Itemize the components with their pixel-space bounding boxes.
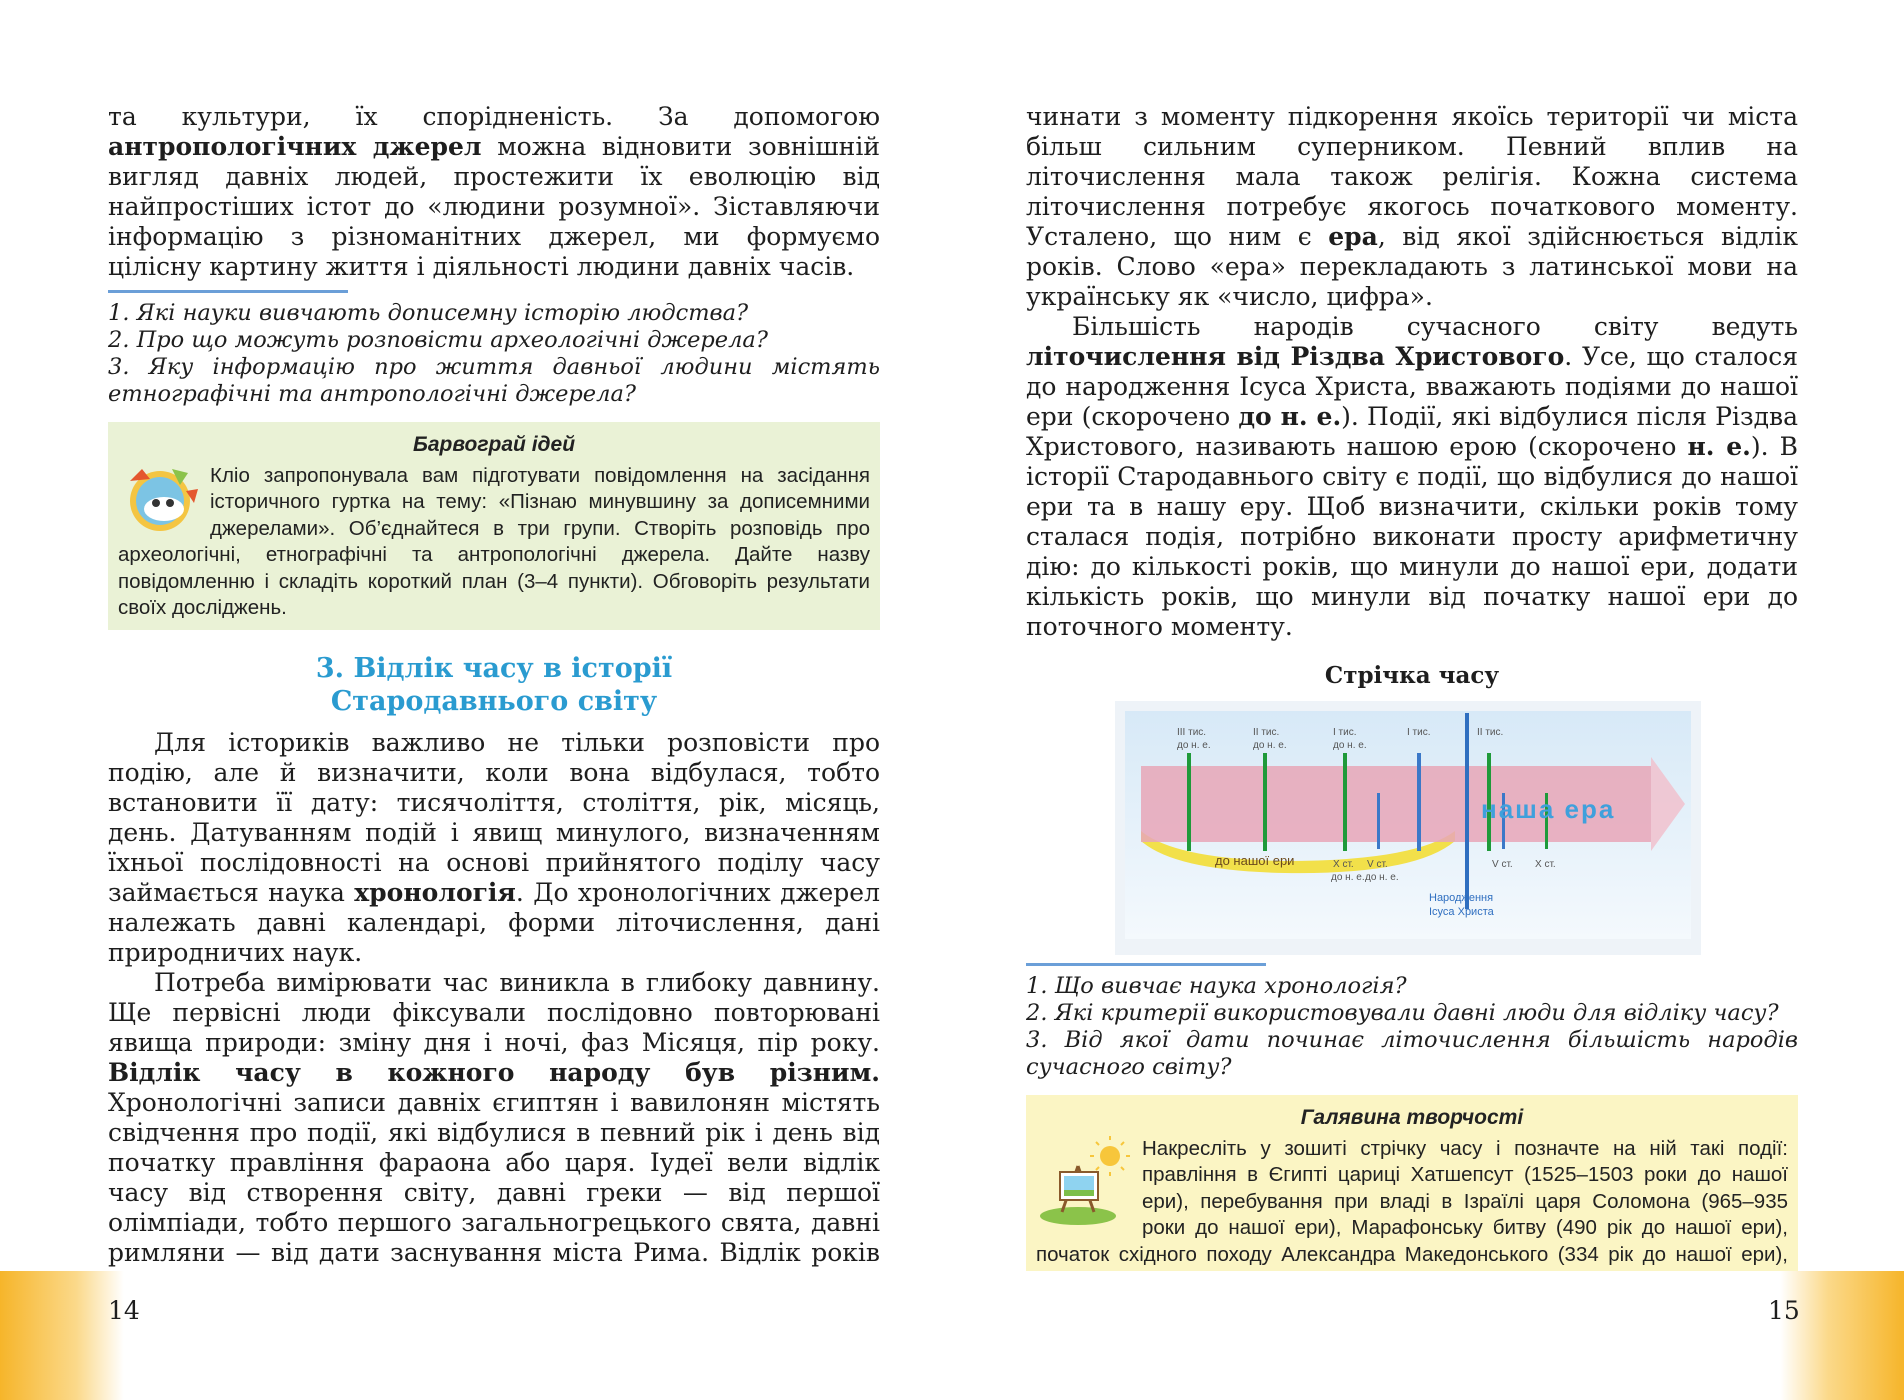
era-label: наша ера <box>1481 794 1616 824</box>
timeline-top-label: ІІ тис. <box>1253 727 1280 738</box>
question-item: 1. Що вивчає наука хронологія? <box>1026 973 1407 999</box>
timeline-tick-small <box>1377 793 1380 849</box>
question-item: 2. Які критерії використовували давні люди для відліку часу? <box>1026 1000 1779 1026</box>
text-run: , від якої здійснюється відлік років. Слово «ера» перекладають з латинської мови на українську як «число, цифра». <box>1026 222 1798 311</box>
footer-band-left <box>0 1271 952 1400</box>
text-run: можна відновити зовнішній вигляд давніх людей, простежити їх еволюцію від найпростіших істот до «людини розумної». Зіставляючи інформацію з різноманітних джерел, ми формуємо цілісну картину життя і діяльності людини давніх часів. <box>108 132 880 281</box>
timeline-bottom-label: Х ст. <box>1333 859 1354 870</box>
right-paragraph-2 <box>1026 312 1798 642</box>
timeline-figure <box>1115 701 1701 955</box>
ideas-box-title: Барвограй ідей <box>412 433 576 456</box>
text-run: Для істориків важливо не тільки розповісти про подію, але й визначити, коли вона відбулася, тобто встановити її дату: тисячоліття, століття, рік, місяць, день. Датуванням подій і явищ минулого, визначенням їхньої послідовності на основі прийнятого поділу часу займається наука <box>108 727 880 907</box>
left-page <box>108 102 880 1298</box>
timeline-top-label-sub: до н. е. <box>1253 740 1287 751</box>
left-paragraph-1 <box>108 102 880 282</box>
timeline-tick-small <box>1343 793 1346 849</box>
bold-term: Відлік часу в кожного народу був різним. <box>108 1057 880 1087</box>
timeline-top-label: І тис. <box>1407 727 1431 738</box>
question-item: 3. Від якої дати починає літочислення більшість народів сучасного світу? <box>1026 1027 1798 1080</box>
page-number-left: 14 <box>108 1296 140 1325</box>
left-paragraph-3 <box>108 968 880 1298</box>
ideas-box-text: Кліо запропонувала вам підготувати повідомлення на засідання історичного гуртка на тему: «Пізнаю минувшину за дописемними джерелами». Об’єднайтеся в три групи. Створіть розповідь про археологічні, етнографічні та антропологічні джерела. Дайте назву повідомленню і складіть короткий план (3–4 пункти). Обговоріть результати своїх досліджень. <box>118 463 870 619</box>
right-page <box>1026 102 1798 1303</box>
page-number-right: 15 <box>1768 1296 1800 1325</box>
timeline-top-label-sub: до н. е. <box>1177 740 1211 751</box>
bold-term: н. е. <box>1687 432 1751 461</box>
left-questions <box>108 300 880 408</box>
questions-divider <box>1026 963 1266 966</box>
text-run: Потреба вимірювати час виникла в глибоку давнину. Ще первісні люди фіксували послідовно повторювані явища природи: зміну дня і ночі, фаз Місяця, пір року. <box>108 967 880 1057</box>
text-run: та культури, їх спорідненість. За допомогою <box>108 102 880 131</box>
timeline-bottom-label: V ст. <box>1492 859 1513 870</box>
text-run: ). В історії Стародавнього світу є події, що відбулися до нашої ери та в нашу еру. Щоб визначити, скільки років тому сталася подія, потрібно виконати просту арифметичну дію: до кількості років, що минули до нашої ери, додати кількість років, що минули від початку нашої ери до поточного моменту. <box>1026 432 1798 641</box>
timeline-top-label: І тис. <box>1333 727 1357 738</box>
timeline-bottom-label-sub: до н. е. <box>1365 872 1399 883</box>
section-title-line-1: 3. Відлік часу в історії <box>315 652 673 684</box>
questions-divider <box>108 290 348 293</box>
left-paragraph-2 <box>108 728 880 968</box>
footer-band-right <box>952 1271 1904 1400</box>
timeline-top-label: ІІІ тис. <box>1177 727 1207 738</box>
before-era-label: до нашої ери <box>1215 853 1295 868</box>
timeline-tick <box>1187 753 1191 851</box>
section-title-line-2: Стародавнього світу <box>330 685 658 717</box>
question-item: 3. Яку інформацію про життя давньої людини містять етнографічні та антропологічні джерела? <box>108 354 880 407</box>
timeline-top-label: ІІ тис. <box>1477 727 1504 738</box>
section-title <box>108 652 880 718</box>
right-paragraph-1 <box>1026 102 1798 312</box>
timeline-tick <box>1417 753 1421 851</box>
text-run: Більшість народів сучасного світу ведуть <box>1072 312 1798 341</box>
birth-label-2: Ісуса Христа <box>1429 906 1494 918</box>
text-run: чинати з моменту підкорення якоїсь території чи міста більш сильним суперником. Певний вплив на літочислення мала також релігія. Кожна система літочислення потребує якогось початкового моменту. Усталено, що ним є <box>1026 102 1798 251</box>
timeline-bottom-label: Х ст. <box>1535 859 1556 870</box>
birth-label-1: Народження <box>1429 892 1494 904</box>
bold-term: хронологія <box>354 877 516 907</box>
timeline-svg <box>1115 701 1701 955</box>
easel-sun-icon <box>1038 1136 1134 1234</box>
bold-term: літочислення від Різдва Христового <box>1026 342 1565 371</box>
timeline-top-label-sub: до н. е. <box>1333 740 1367 751</box>
abc-globe-icon <box>120 463 202 543</box>
timeline-tick <box>1263 753 1267 851</box>
question-item: 2. Про що можуть розповісти археологічні джерела? <box>108 327 768 353</box>
right-questions <box>1026 973 1798 1081</box>
figure-title: Стрічка часу <box>1324 662 1500 689</box>
timeline-bottom-label: V ст. <box>1367 859 1388 870</box>
bold-term: до н. е. <box>1238 402 1342 431</box>
text-run: . Усе, що сталося до народження Ісуса Христа, вважають подіями до нашої ери (скорочено <box>1026 342 1798 431</box>
bold-term: антропологічних джерел <box>108 132 482 161</box>
creativity-box-title: Галявина творчості <box>1300 1106 1524 1129</box>
text-run: ). Події, які відбулися після Різдва Христового, називають нашою ерою (скорочено <box>1026 402 1798 461</box>
timeline-bottom-label-sub: до н. е. <box>1331 872 1365 883</box>
text-run: Хронологічні записи давніх єгиптян і вавилонян містять свідчення про події, які відбулися в певний рік і день від початку правління фараона або царя. Іудеї вели відлік часу від створення світу, давні греки — від першої олімпіади, тобто першого загальногрецького свята, давні римляни — від дати заснування міста Рима. Відлік років <box>108 1087 880 1267</box>
bold-term: ера <box>1328 222 1378 251</box>
question-item: 1. Які науки вивчають дописемну історію людства? <box>108 300 749 326</box>
creativity-box-text: Накресліть у зошиті стрічку часу і позначте на ній такі події: правління в Єгипті цариці Хатшепсут (1525–1503 роки до нашої ери), перебування при владі в Ізраїлі царя Соломона (965–935 роки до нашої ери), Марафонську битву (490 рік до нашої ери), початок східного походу Александра Македонського (334 рік до нашої ери), <box>1036 1136 1788 1266</box>
christ-birth-line <box>1465 713 1469 909</box>
text-run: . До хронологічних джерел належать давні календарі, форми літочислення, дані природничих наук. <box>108 877 880 967</box>
ideas-box <box>108 422 880 630</box>
